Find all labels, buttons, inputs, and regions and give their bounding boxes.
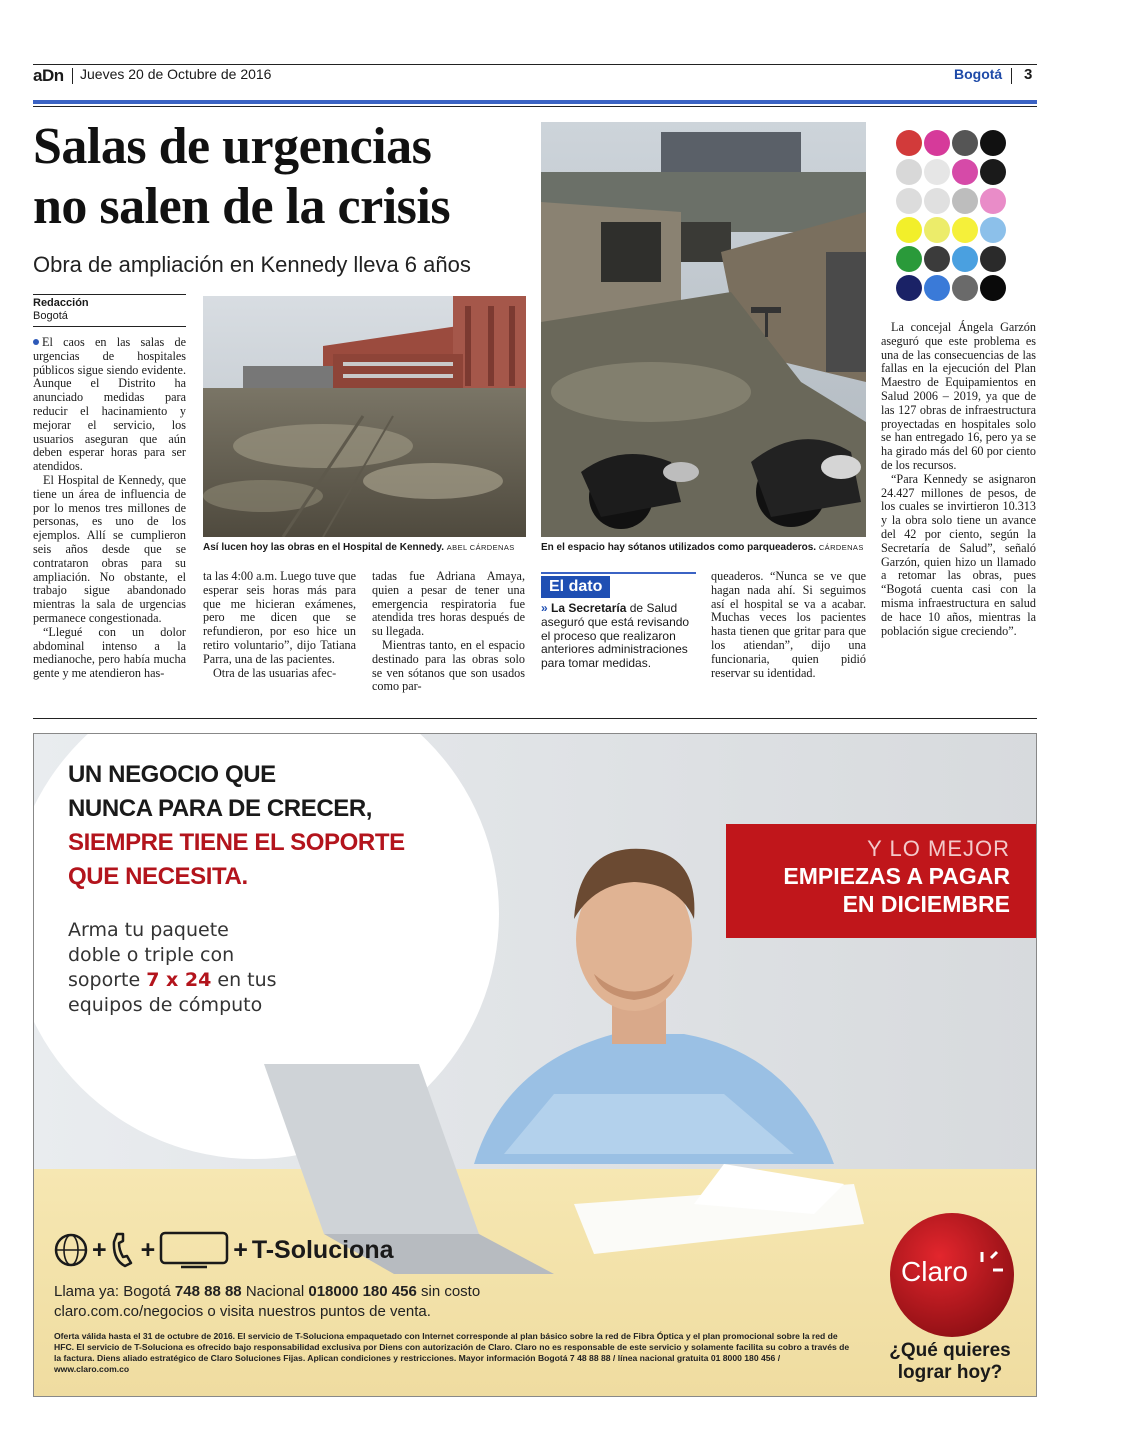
color-swatch bbox=[896, 159, 922, 185]
tv-screen-icon bbox=[159, 1231, 229, 1269]
dato-label: El dato bbox=[541, 576, 610, 598]
color-swatch bbox=[896, 217, 922, 243]
ad-headline-red-line-2: QUE NECESITA. bbox=[68, 863, 248, 890]
globe-icon bbox=[54, 1233, 88, 1267]
article-headline-line-1: Salas de urgencias bbox=[33, 118, 432, 175]
paragraph: Otra de las usuarias afec- bbox=[213, 665, 337, 680]
phone-handset-icon bbox=[111, 1232, 137, 1268]
photo-1-credit: ABEL CÁRDENAS bbox=[446, 543, 515, 552]
paragraph: tadas fue Adriana Amaya, quien a pesar de tener una emergencia respiratoria fue atendida tres horas después de su llegada. bbox=[372, 569, 525, 639]
color-swatch bbox=[896, 275, 922, 301]
claro-advertisement bbox=[33, 733, 1037, 1397]
byline-author: Redacción bbox=[33, 297, 89, 309]
color-swatch bbox=[952, 217, 978, 243]
byline-location: Bogotá bbox=[33, 310, 68, 322]
article-column-1 bbox=[33, 336, 186, 681]
ad-headline bbox=[68, 758, 448, 894]
plus-sign: + bbox=[233, 1235, 248, 1264]
color-swatch bbox=[952, 188, 978, 214]
promo-banner bbox=[726, 824, 1037, 938]
color-swatch bbox=[896, 246, 922, 272]
t-soluciona-label: T-Soluciona bbox=[251, 1235, 394, 1264]
color-swatch bbox=[924, 130, 950, 156]
article-column-4 bbox=[711, 570, 866, 680]
service-icons-row bbox=[54, 1230, 574, 1270]
color-swatch bbox=[980, 130, 1006, 156]
ad-sub-line-2: doble o triple con bbox=[68, 944, 235, 966]
ad-headline-line-2: NUNCA PARA DE CRECER, bbox=[68, 795, 373, 822]
promo-line-3: EN DICIEMBRE bbox=[842, 891, 1010, 917]
call-info: Llama ya: Bogotá 748 88 88 Nacional 018000 180 456 sin costo bbox=[54, 1283, 481, 1300]
header-blue-rule bbox=[33, 100, 1037, 104]
color-swatch bbox=[896, 130, 922, 156]
dato-text bbox=[541, 602, 696, 671]
ad-headline-red-line-1: SIEMPRE TIENE EL SOPORTE bbox=[68, 829, 405, 856]
photo-2-credit: CÁRDENAS bbox=[818, 543, 864, 552]
color-registration-swatches bbox=[896, 130, 1036, 305]
article-column-2 bbox=[203, 570, 356, 680]
paragraph: Mientras tanto, en el espacio destinado para las obras solo se ven sótanos que son usados como par- bbox=[372, 637, 525, 694]
ad-subtext bbox=[68, 918, 388, 1018]
ad-sub-highlight: 7 x 24 bbox=[146, 969, 212, 991]
web-info[interactable]: claro.com.co/negocios o visita nuestros puntos de venta. bbox=[54, 1303, 431, 1320]
slogan-line-1: ¿Qué quieres bbox=[889, 1340, 1011, 1361]
color-swatch bbox=[952, 130, 978, 156]
publication-logo: aDn bbox=[33, 66, 64, 85]
color-swatch bbox=[980, 159, 1006, 185]
paragraph: La concejal Ángela Garzón aseguró que este problema es una de las consecuencias de las fallas en la ejecución del Plan Maestro de Equipamientos en Salud 2006 – 2019, ya que de las 127 obras de infraestructura proyectadas en hospitales solo se han entregado 16, pero ya se ha girado más del 60 por ciento de los recursos. bbox=[881, 320, 1036, 472]
issue-date: Jueves 20 de Octubre de 2016 bbox=[80, 66, 272, 82]
ad-sub-line-1: Arma tu paquete bbox=[68, 919, 229, 941]
color-swatch bbox=[924, 188, 950, 214]
color-swatch bbox=[980, 246, 1006, 272]
color-swatch bbox=[896, 188, 922, 214]
paragraph: El caos en las salas de urgencias de hospitales públicos sigue siendo evidente. Aunque el Distrito ha anunciado medidas para reducir el hacinamiento y mejorar el servicio, los usuarios aseguran que aún deben esperar horas para ser atendidos. bbox=[33, 335, 186, 474]
article-column-3 bbox=[372, 570, 525, 694]
article-headline-line-2: no salen de la crisis bbox=[33, 178, 451, 235]
promo-line-1: Y LO MEJOR bbox=[867, 836, 1010, 861]
color-swatch bbox=[952, 246, 978, 272]
photo-hospital-construction bbox=[203, 296, 526, 537]
ad-sub-line-4: equipos de cómputo bbox=[68, 994, 263, 1016]
paragraph: ta las 4:00 a.m. Luego tuve que esperar seis horas más para que me hicieran exámenes, pero me dicen que se refundieron, por eso hice un retiro voluntario”, dijo Tatiana Parra, una de las pacientes. bbox=[203, 569, 356, 666]
byline-rule bbox=[33, 294, 186, 295]
ad-sub-line-3: soporte 7 x 24 en tus bbox=[68, 969, 277, 991]
byline-rule-bottom bbox=[33, 326, 186, 327]
header-thin-rule bbox=[33, 106, 1037, 107]
header-top-rule bbox=[33, 64, 1037, 65]
ad-headline-line-1: UN NEGOCIO QUE bbox=[68, 761, 276, 788]
color-swatch bbox=[980, 217, 1006, 243]
color-swatch bbox=[952, 275, 978, 301]
article-bottom-rule bbox=[33, 718, 1037, 719]
header-divider bbox=[72, 68, 73, 84]
claro-slogan bbox=[870, 1340, 1030, 1384]
el-dato-box bbox=[541, 572, 696, 671]
paragraph: queaderos. “Nunca se ve que hagan nada ahí. Si seguimos así el hospital se va a acabar. Muchas veces los pacientes hasta tienen que gritar para que los atiendan”, dijo una funcionaria, quien pidió reservar su identidad. bbox=[711, 569, 866, 680]
article-column-5 bbox=[881, 321, 1036, 638]
color-swatch bbox=[924, 275, 950, 301]
plus-sign: + bbox=[140, 1235, 156, 1264]
color-swatch bbox=[924, 159, 950, 185]
bogota-phone[interactable]: 748 88 88 bbox=[174, 1283, 242, 1300]
header-divider-right bbox=[1011, 68, 1012, 84]
promo-line-2: EMPIEZAS A PAGAR bbox=[783, 863, 1010, 889]
section-name: Bogotá bbox=[954, 66, 1003, 82]
dato-bold: La Secretaría bbox=[551, 601, 627, 615]
paragraph: El Hospital de Kennedy, que tiene un área de influencia de por lo menos tres millones de personas, es uno de los ejemplos. Allí se cumplieron seis años desde que se contrataron obras para su ampliación. No obstante, el trabajo sigue abandonado mientras la sala de urgencias permanece congestionada. bbox=[33, 472, 186, 625]
claro-wordmark: Claro bbox=[901, 1256, 968, 1287]
dato-body-text: de Salud aseguró que está revisando el proceso que realizaron anteriores administraciones para tomar medidas. bbox=[541, 601, 690, 671]
claro-logo bbox=[889, 1212, 1015, 1338]
national-phone[interactable]: 018000 180 456 bbox=[308, 1283, 417, 1300]
chevrons-icon: » bbox=[541, 601, 548, 615]
article-subheadline: Obra de ampliación en Kennedy lleva 6 años bbox=[33, 252, 471, 277]
dato-rule bbox=[541, 572, 696, 574]
photo-1-caption: Así lucen hoy las obras en el Hospital de Kennedy. ABEL CÁRDENAS bbox=[203, 542, 515, 553]
basement-parking-image bbox=[541, 122, 866, 537]
slogan-line-2: lograr hoy? bbox=[897, 1362, 1003, 1383]
bullet-icon bbox=[33, 339, 39, 345]
color-swatch bbox=[952, 159, 978, 185]
color-swatch bbox=[980, 275, 1006, 301]
fine-print: Oferta válida hasta el 31 de octubre de 2016. El servicio de T-Soluciona empaquetado con Internet corresponde al plan básico sobre la red de Fibra Óptica y el plan promocional sobre la red de HFC. El servicio de T-Soluciona es ofrecido bajo responsabilidad exclusiva por Diens con autorización de Claro. Claro no es responsable de este servicio y solamente facilita su cobro a través de la factura. Diens aliado estratégico de Claro Soluciones Fijas. Aplican condiciones y restricciones. Mayor información Bogotá 7 48 88 88 / línea nacional gratuita 01 8000 180 456 / www.claro.com.co bbox=[54, 1331, 850, 1374]
photo-basement-parking bbox=[541, 122, 866, 537]
page-number: 3 bbox=[1024, 66, 1033, 83]
color-swatch bbox=[980, 188, 1006, 214]
plus-sign: + bbox=[92, 1235, 107, 1264]
color-swatch bbox=[924, 246, 950, 272]
paragraph: “Llegué con un dolor abdominal intenso a la medianoche, pero había mucha gente y me atendieron has- bbox=[33, 624, 186, 681]
photo-2-caption: En el espacio hay sótanos utilizados como parqueaderos. CÁRDENAS bbox=[541, 542, 864, 553]
construction-site-image bbox=[203, 296, 526, 537]
color-swatch bbox=[924, 217, 950, 243]
paragraph: “Para Kennedy se asignaron 24.427 millones de pesos, de los cuales se invirtieron 10.313 y la obra solo tiene un avance del 42 por ciento, según la Secretaría de Salud”, señaló Garzón, quien hizo un llamado a retomar las obras, pues “Bogotá cuenta casi con la misma infraestructura en salud de hace 10 años, mientras la población sigue creciendo”. bbox=[881, 471, 1036, 638]
